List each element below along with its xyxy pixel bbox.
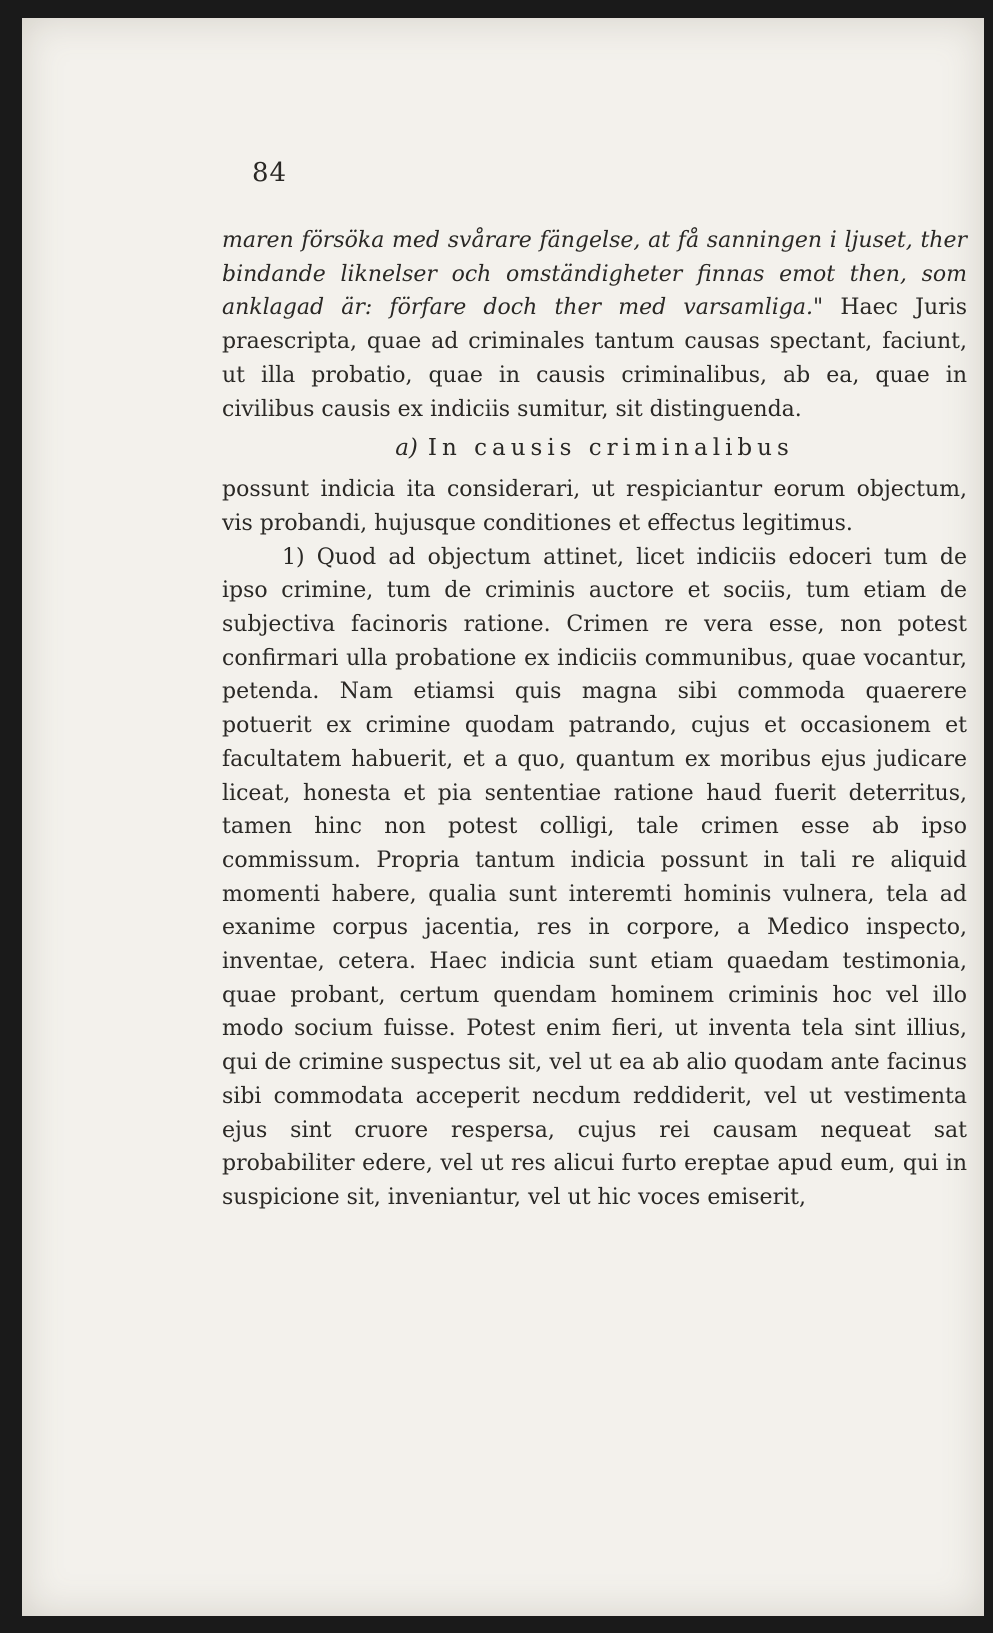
- section-heading: [222, 432, 967, 465]
- book-page: [22, 18, 984, 1616]
- latin-commentary-text: Haec Juris praescripta, quae ad criminales tantum causas spectant, faciunt, ut illa probatio, quae in causis criminalibus, ab ea, quae in civilibus causis ex indiciis sumitur, sit distinguenda.: [222, 295, 968, 422]
- paragraph-objectum: 1) Quod ad objectum attinet, licet indiciis edoceri tum de ipso crimine, tum de criminis auctore et sociis, tum etiam de subjectiva facinoris ratione. Crimen re vera esse, non potest confirmari ulla probatione ex indiciis communibus, quae vocantur, petenda. Nam etiamsi quis magna sibi commoda quaerere potuerit ex crimine quodam patrando, cujus et occasionem et facultatem habuerit, et a quo, quantum ex moribus ejus judicare liceat, honesta et pia sententiae ratione haud fuerit deterritus, tamen hinc non potest colligi, tale crimen esse ab ipso commissum. Propria tantum indicia possunt in tali re aliquid momenti habere, qualia sunt interemti hominis vulnera, tela ad exanime corpus jacentia, res in corpore, a Medico inspecto, inventae, cetera. Haec indicia sunt etiam quaedam testimonia, quae probant, certum quendam hominem criminis hoc vel illo modo socium fuisse. Potest enim fieri, ut inventa tela sint illius, qui de crimine suspectus sit, vel ut ea ab alio quodam ante facinus sibi commodata acceperit necdum reddiderit, vel ut vestimenta ejus sint cruore respersa, cujus rei causam nequeat sat probabiliter edere, vel ut res alicui furto ereptae apud eum, qui in suspicione sit, inveniantur, vel ut hic voces emiserit,: [222, 544, 967, 1210]
- page-number: 84: [252, 158, 288, 188]
- paragraph-indicia: possunt indicia ita considerari, ut respiciantur eorum objectum, vis probandi, hujusque conditiones et effectus legitimus.: [222, 477, 967, 536]
- text-column: [222, 158, 967, 1215]
- paragraph-quote: [222, 224, 967, 426]
- quoted-swedish-text: maren försöka med svårare fängelse, at få sanningen i ljuset, ther bindande liknelser och omständigheter finnas emot then, som anklagad är: förfare doch ther med varsamliga.": [222, 228, 967, 321]
- section-marker: a): [395, 435, 418, 462]
- section-heading-text: In causis criminalibus: [427, 435, 794, 462]
